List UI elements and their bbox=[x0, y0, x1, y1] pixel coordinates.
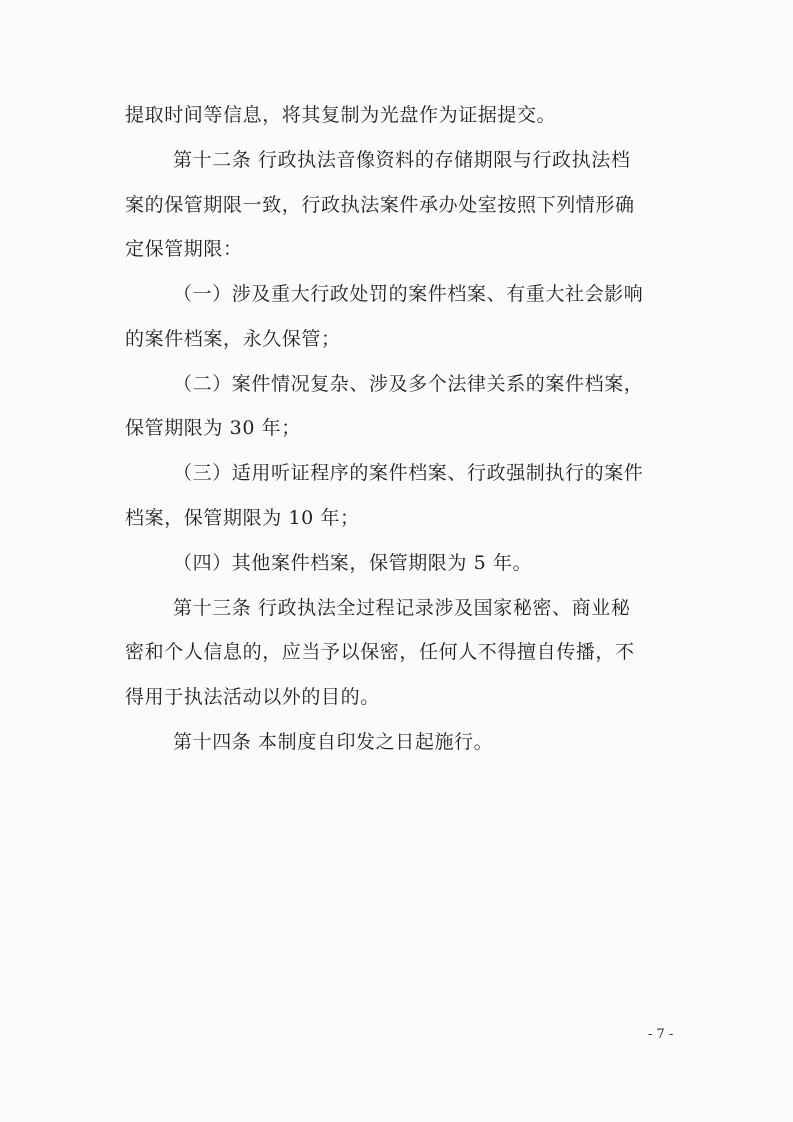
text-line: 档案，保管期限为 10 年； bbox=[125, 507, 360, 529]
list-item-2-line: （二）案件情况复杂、涉及多个法律关系的案件档案， bbox=[173, 373, 644, 395]
text-line: 保管期限为 30 年； bbox=[125, 417, 301, 439]
article-12-heading-line: 第十二条 行政执法音像资料的存储期限与行政执法档 bbox=[173, 149, 631, 171]
list-item-1-line: （一）涉及重大行政处罚的案件档案、有重大社会影响 bbox=[173, 283, 644, 305]
article-14-line: 第十四条 本制度自印发之日起施行。 bbox=[173, 731, 494, 753]
text-line: 案的保管期限一致，行政执法案件承办处室按照下列情形确 bbox=[125, 194, 635, 216]
page-number: - 7 - bbox=[648, 1027, 674, 1042]
text-line: 提取时间等信息，将其复制为光盘作为证据提交。 bbox=[125, 104, 557, 126]
list-item-4-line: （四）其他案件档案，保管期限为 5 年。 bbox=[173, 552, 533, 574]
text-line: 定保管期限： bbox=[125, 238, 243, 260]
list-item-3-line: （三）适用听证程序的案件档案、行政强制执行的案件 bbox=[173, 462, 644, 484]
article-13-heading-line: 第十三条 行政执法全过程记录涉及国家秘密、商业秘 bbox=[173, 597, 631, 619]
text-line: 的案件档案，永久保管； bbox=[125, 328, 341, 350]
text-line: 密和个人信息的，应当予以保密，任何人不得擅自传播，不 bbox=[125, 641, 635, 663]
text-line: 得用于执法活动以外的目的。 bbox=[125, 686, 380, 708]
